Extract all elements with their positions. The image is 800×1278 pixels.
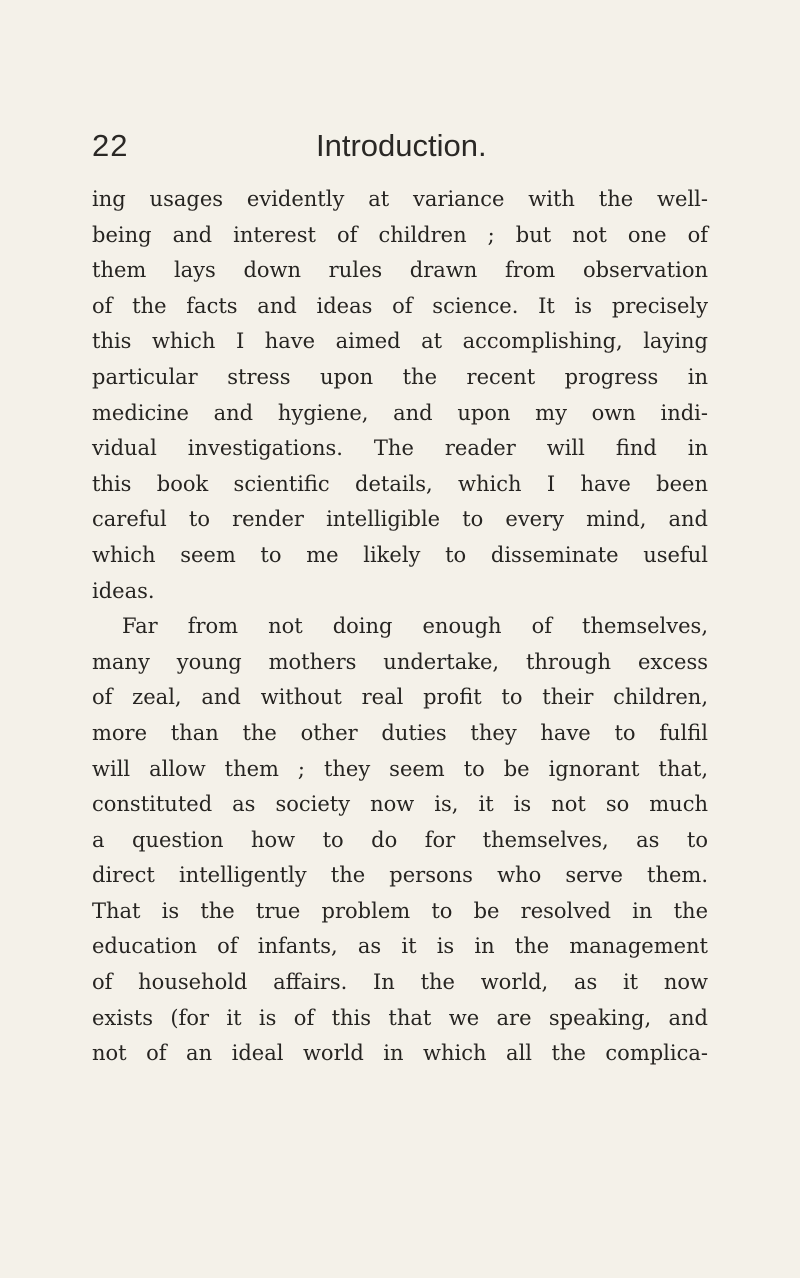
text-line: which seem to me likely to disseminate useful bbox=[92, 542, 708, 567]
paragraph-end-line: ideas. bbox=[92, 578, 155, 603]
text-line: particular stress upon the recent progress in bbox=[92, 364, 708, 389]
text-line: them lays down rules drawn from observation bbox=[92, 258, 708, 283]
text-line: many young mothers undertake, through excess bbox=[92, 649, 708, 674]
running-head bbox=[92, 128, 692, 178]
text-line: careful to render intelligible to every mind, and bbox=[92, 507, 708, 532]
text-line: That is the true problem to be resolved in the bbox=[92, 898, 708, 923]
text-line: more than the other duties they have to fulfil bbox=[92, 720, 708, 745]
text-line: of the facts and ideas of science. It is precisely bbox=[92, 293, 708, 318]
text-line: will allow them ; they seem to be ignorant that, bbox=[92, 756, 708, 781]
text-line: education of infants, as it is in the management bbox=[92, 934, 708, 959]
text-line: of zeal, and without real profit to their children, bbox=[92, 685, 708, 710]
chapter-title: Introduction. bbox=[316, 128, 487, 163]
text-line: constituted as society now is, it is not so much bbox=[92, 792, 708, 817]
text-line: exists (for it is of this that we are speaking, and bbox=[92, 1005, 708, 1030]
body-text bbox=[92, 182, 708, 1072]
text-line: this which I have aimed at accomplishing, laying bbox=[92, 329, 708, 354]
text-line: a question how to do for themselves, as to bbox=[92, 827, 708, 852]
text-line: not of an ideal world in which all the complica- bbox=[92, 1041, 708, 1066]
text-line: direct intelligently the persons who serve them. bbox=[92, 863, 708, 888]
page-number: 22 bbox=[92, 128, 129, 163]
paragraph-start-line: Far from not doing enough of themselves, bbox=[122, 614, 708, 639]
text-line: this book scientific details, which I have been bbox=[92, 471, 708, 496]
text-line: of household affairs. In the world, as it now bbox=[92, 970, 708, 995]
text-line: vidual investigations. The reader will find in bbox=[92, 436, 708, 461]
text-line: ing usages evidently at variance with the well- bbox=[92, 187, 708, 211]
text-line: being and interest of children ; but not one of bbox=[92, 222, 708, 247]
text-line: medicine and hygiene, and upon my own indi- bbox=[92, 400, 708, 425]
